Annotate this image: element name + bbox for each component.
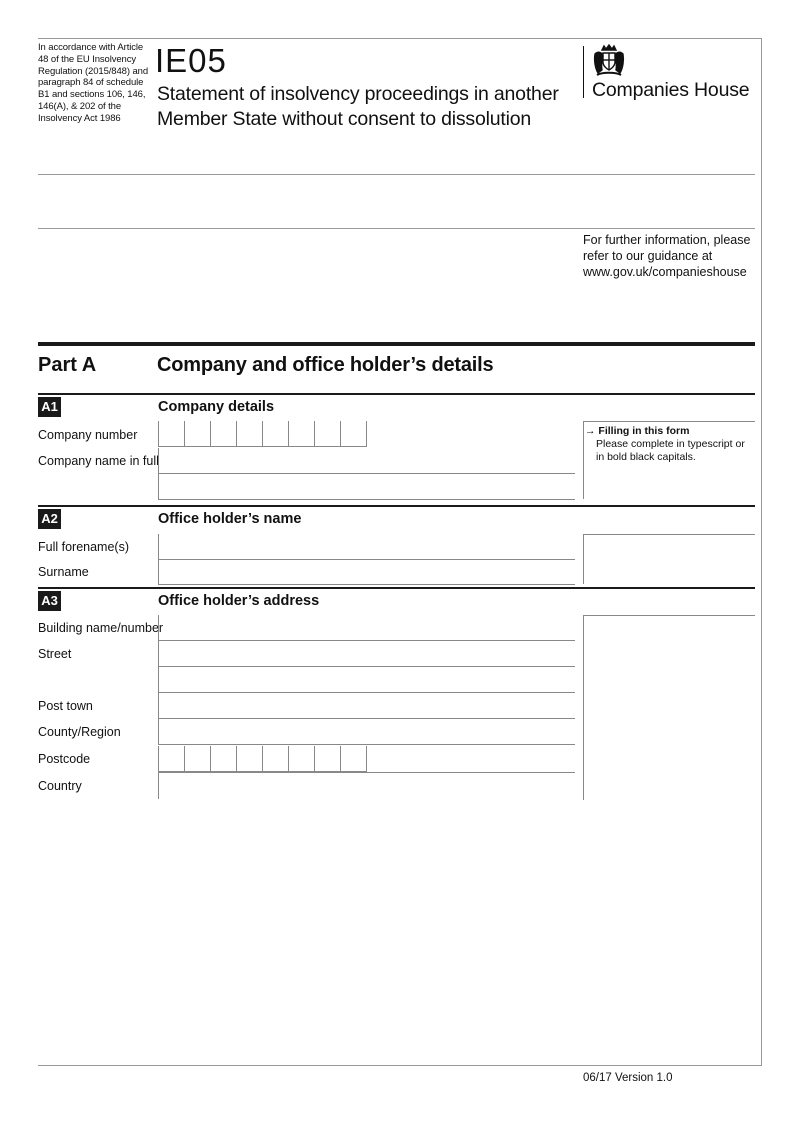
part-a-bar <box>38 342 755 346</box>
company-number-digit[interactable] <box>262 421 288 447</box>
postcode-char[interactable] <box>288 746 314 772</box>
guidance-info: For further information, please refer to our guidance at www.gov.uk/companieshouse <box>583 233 751 279</box>
brand-divider <box>583 46 584 98</box>
legal-basis-text: In accordance with Article 48 of the EU Insolvency Regulation (2015/848) and paragraph 84 of schedule B1 and sections 106, 146, 146(A), & 202 of the Insolvency Act 1986 <box>38 42 149 124</box>
country-field[interactable] <box>158 773 575 799</box>
section-a2-title: Office holder’s name <box>158 511 302 527</box>
page-frame-top <box>38 38 762 39</box>
company-number-digit[interactable] <box>314 421 340 447</box>
part-title: Company and office holder’s details <box>157 354 494 376</box>
county-field[interactable] <box>158 719 575 745</box>
postcode-char[interactable] <box>184 746 210 772</box>
header-rule <box>38 174 755 175</box>
section-a2-bar <box>38 505 755 507</box>
part-label: Part A <box>38 354 97 376</box>
company-number-digit[interactable] <box>158 421 184 447</box>
a3-side-rule <box>583 615 584 800</box>
surname-label: Surname <box>38 565 89 579</box>
arrow-right-icon: → <box>585 425 596 437</box>
company-name-label: Company name in full <box>38 454 159 468</box>
company-number-digit[interactable] <box>184 421 210 447</box>
postcode-char[interactable] <box>236 746 262 772</box>
section-a1-bar <box>38 393 755 395</box>
company-number-digit[interactable] <box>236 421 262 447</box>
hint-panel-rule <box>583 421 584 499</box>
postcode-char[interactable] <box>340 746 367 772</box>
building-field[interactable] <box>158 615 575 641</box>
county-label: County/Region <box>38 725 121 739</box>
section-a2-badge: A2 <box>38 509 61 529</box>
post-town-field[interactable] <box>158 693 575 719</box>
postcode-input[interactable] <box>158 746 367 772</box>
info-rule <box>38 228 755 229</box>
postcode-label: Postcode <box>38 752 91 766</box>
section-a1-title: Company details <box>158 399 275 415</box>
forename-field[interactable] <box>158 534 575 560</box>
postcode-char[interactable] <box>158 746 184 772</box>
postcode-char[interactable] <box>210 746 236 772</box>
brand-name: Companies House <box>592 79 750 101</box>
form-title: Statement of insolvency proceedings in another Member State without consent to dissolution <box>157 83 559 130</box>
building-label: Building name/number <box>38 621 164 635</box>
company-name-field-line1[interactable] <box>158 448 575 474</box>
a3-side-top <box>583 615 755 616</box>
surname-field[interactable] <box>158 559 575 585</box>
hint-body: Please complete in typescript or in bold black capitals. <box>596 438 745 463</box>
forename-label: Full forename(s) <box>38 540 129 554</box>
hint-panel-top <box>583 421 755 422</box>
a2-side-top <box>583 534 755 535</box>
company-number-digit[interactable] <box>288 421 314 447</box>
street-field-line2[interactable] <box>158 667 575 693</box>
country-label: Country <box>38 779 82 793</box>
form-code: IE05 <box>155 42 227 79</box>
section-a3-title: Office holder’s address <box>158 593 320 609</box>
hint-title: → Filling in this form <box>585 425 690 437</box>
version-label: 06/17 Version 1.0 <box>583 1072 673 1084</box>
street-field-line1[interactable] <box>158 641 575 667</box>
section-a1-badge: A1 <box>38 397 61 417</box>
company-number-digit[interactable] <box>210 421 236 447</box>
page-frame-bottom <box>38 1065 762 1066</box>
company-number-digit[interactable] <box>340 421 367 447</box>
street-label: Street <box>38 647 72 661</box>
company-name-field-line2[interactable] <box>158 474 575 500</box>
page-frame-right <box>761 38 762 1066</box>
a2-side-rule <box>583 534 584 584</box>
section-a3-badge: A3 <box>38 591 61 611</box>
royal-crest-icon <box>591 44 627 78</box>
hint-filling-form <box>585 425 755 464</box>
post-town-label: Post town <box>38 699 93 713</box>
company-number-input[interactable] <box>158 421 367 447</box>
company-number-label: Company number <box>38 428 138 442</box>
postcode-char[interactable] <box>314 746 340 772</box>
postcode-char[interactable] <box>262 746 288 772</box>
section-a3-bar <box>38 587 755 589</box>
